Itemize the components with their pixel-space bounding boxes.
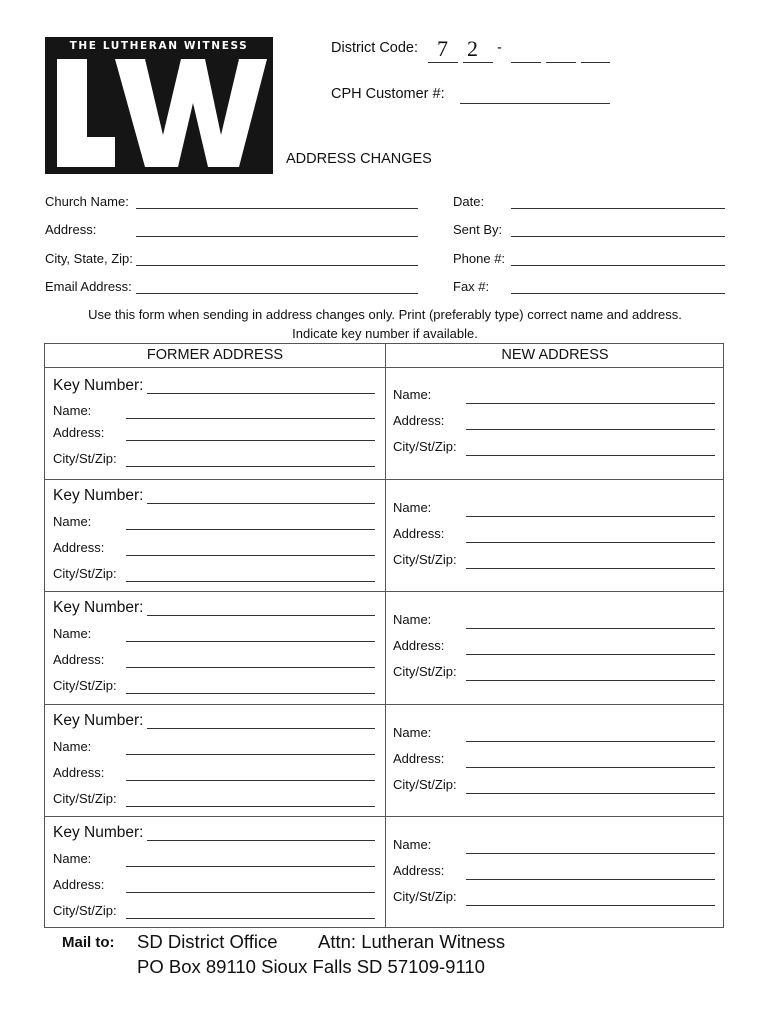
new-name-label: Name: bbox=[393, 387, 432, 402]
email-label: Email Address: bbox=[45, 279, 132, 294]
church-city-field[interactable] bbox=[136, 265, 418, 266]
mail-to-label: Mail to: bbox=[62, 934, 115, 951]
key-number-label: Key Number: bbox=[53, 377, 144, 394]
key-number-label: Key Number: bbox=[53, 599, 144, 616]
new-name-label: Name: bbox=[393, 725, 432, 740]
new-name-label: Name: bbox=[393, 612, 432, 627]
new-city-label: City/St/Zip: bbox=[393, 552, 457, 567]
logo-banner-text: THE LUTHERAN WITNESS bbox=[69, 40, 249, 52]
new-name-field[interactable] bbox=[466, 516, 715, 517]
former-address-label: Address: bbox=[53, 425, 105, 440]
former-city-field[interactable] bbox=[126, 581, 375, 582]
address-change-table bbox=[44, 343, 724, 928]
former-city-field[interactable] bbox=[126, 466, 375, 467]
former-city-field[interactable] bbox=[126, 806, 375, 807]
fax-label: Fax #: bbox=[453, 279, 490, 294]
new-city-label: City/St/Zip: bbox=[393, 439, 457, 454]
former-city-label: City/St/Zip: bbox=[53, 678, 117, 693]
new-address-row bbox=[386, 817, 725, 927]
district-code-label: District Code: bbox=[331, 40, 419, 56]
new-address-label: Address: bbox=[393, 638, 445, 653]
former-address-field[interactable] bbox=[126, 440, 375, 441]
instructions-line-2: Indicate key number if available. bbox=[292, 326, 478, 341]
former-address-field[interactable] bbox=[126, 892, 375, 893]
sent-by-label: Sent By: bbox=[453, 222, 503, 237]
former-address-label: Address: bbox=[53, 877, 105, 892]
former-name-field[interactable] bbox=[126, 418, 375, 419]
former-city-label: City/St/Zip: bbox=[53, 791, 117, 806]
former-name-label: Name: bbox=[53, 626, 92, 641]
new-name-field[interactable] bbox=[466, 741, 715, 742]
new-city-field[interactable] bbox=[466, 793, 715, 794]
phone-label: Phone #: bbox=[453, 251, 506, 266]
new-name-label: Name: bbox=[393, 837, 432, 852]
new-address-field[interactable] bbox=[466, 654, 715, 655]
former-city-label: City/St/Zip: bbox=[53, 451, 117, 466]
key-number-label: Key Number: bbox=[53, 487, 144, 504]
new-city-field[interactable] bbox=[466, 905, 715, 906]
church-city-label: City, State, Zip: bbox=[45, 251, 133, 266]
new-city-field[interactable] bbox=[466, 680, 715, 681]
new-address-field[interactable] bbox=[466, 542, 715, 543]
church-name-field[interactable] bbox=[136, 208, 418, 209]
registered-mark: ® bbox=[231, 159, 237, 166]
instructions-line-1: Use this form when sending in address changes only. Print (preferably type) correct name and address. bbox=[88, 307, 682, 322]
church-name-label: Church Name: bbox=[45, 194, 129, 209]
former-address-label: Address: bbox=[53, 652, 105, 667]
former-city-label: City/St/Zip: bbox=[53, 903, 117, 918]
cph-customer-field[interactable] bbox=[460, 103, 610, 104]
phone-field[interactable] bbox=[511, 265, 725, 266]
district-code-dash: - bbox=[497, 40, 502, 56]
new-city-label: City/St/Zip: bbox=[393, 777, 457, 792]
district-code-blank-2[interactable] bbox=[546, 62, 576, 63]
new-name-field[interactable] bbox=[466, 403, 715, 404]
former-name-label: Name: bbox=[53, 514, 92, 529]
district-code-digit-2: 2 bbox=[467, 36, 478, 61]
new-address-field[interactable] bbox=[466, 429, 715, 430]
new-city-field[interactable] bbox=[466, 568, 715, 569]
former-address-row bbox=[45, 368, 385, 479]
new-city-field[interactable] bbox=[466, 455, 715, 456]
new-name-label: Name: bbox=[393, 500, 432, 515]
former-address-label: Address: bbox=[53, 765, 105, 780]
form-title: ADDRESS CHANGES bbox=[286, 151, 432, 167]
lw-monogram-graphic bbox=[45, 37, 273, 174]
mail-po-box: PO Box 89110 Sioux Falls SD 57109-9110 bbox=[137, 956, 485, 977]
new-name-field[interactable] bbox=[466, 853, 715, 854]
former-address-field[interactable] bbox=[126, 555, 375, 556]
lutheran-witness-logo bbox=[45, 37, 273, 174]
former-address-row bbox=[45, 705, 385, 816]
district-code-blank-3[interactable] bbox=[581, 62, 610, 63]
district-code-digit-1: 7 bbox=[437, 36, 448, 61]
mail-office: SD District Office bbox=[137, 931, 278, 952]
former-name-field[interactable] bbox=[126, 641, 375, 642]
former-address-field[interactable] bbox=[126, 780, 375, 781]
new-city-label: City/St/Zip: bbox=[393, 664, 457, 679]
new-address-label: Address: bbox=[393, 751, 445, 766]
new-address-label: Address: bbox=[393, 863, 445, 878]
key-number-field[interactable] bbox=[147, 393, 375, 394]
new-address-field[interactable] bbox=[466, 879, 715, 880]
date-field[interactable] bbox=[511, 208, 725, 209]
new-address-row bbox=[386, 480, 725, 591]
email-field[interactable] bbox=[136, 293, 418, 294]
former-name-label: Name: bbox=[53, 403, 92, 418]
former-address-field[interactable] bbox=[126, 667, 375, 668]
key-number-field[interactable] bbox=[147, 728, 375, 729]
former-city-field[interactable] bbox=[126, 693, 375, 694]
former-name-label: Name: bbox=[53, 739, 92, 754]
former-address-label: Address: bbox=[53, 540, 105, 555]
new-address-field[interactable] bbox=[466, 767, 715, 768]
key-number-field[interactable] bbox=[147, 615, 375, 616]
former-address-header: FORMER ADDRESS bbox=[146, 347, 284, 363]
new-name-field[interactable] bbox=[466, 628, 715, 629]
former-name-field[interactable] bbox=[126, 754, 375, 755]
former-name-label: Name: bbox=[53, 851, 92, 866]
new-address-label: Address: bbox=[393, 413, 445, 428]
former-address-row bbox=[45, 817, 385, 927]
new-address-label: Address: bbox=[393, 526, 445, 541]
new-address-row bbox=[386, 705, 725, 816]
mail-attn: Attn: Lutheran Witness bbox=[318, 931, 506, 952]
cph-customer-label: CPH Customer #: bbox=[331, 86, 445, 102]
former-name-field[interactable] bbox=[126, 866, 375, 867]
key-number-label: Key Number: bbox=[53, 824, 144, 841]
former-name-field[interactable] bbox=[126, 529, 375, 530]
new-address-header: NEW ADDRESS bbox=[501, 347, 609, 363]
key-number-field[interactable] bbox=[147, 503, 375, 504]
former-address-row bbox=[45, 480, 385, 591]
former-city-field[interactable] bbox=[126, 918, 375, 919]
church-address-field[interactable] bbox=[136, 236, 418, 237]
date-label: Date: bbox=[453, 194, 485, 209]
district-code-blank-1[interactable] bbox=[511, 62, 541, 63]
fax-field[interactable] bbox=[511, 293, 725, 294]
new-city-label: City/St/Zip: bbox=[393, 889, 457, 904]
new-address-row bbox=[386, 368, 725, 479]
new-address-row bbox=[386, 592, 725, 703]
key-number-label: Key Number: bbox=[53, 712, 144, 729]
former-city-label: City/St/Zip: bbox=[53, 566, 117, 581]
key-number-field[interactable] bbox=[147, 840, 375, 841]
sent-by-field[interactable] bbox=[511, 236, 725, 237]
church-address-label: Address: bbox=[45, 222, 97, 237]
former-address-row bbox=[45, 592, 385, 703]
